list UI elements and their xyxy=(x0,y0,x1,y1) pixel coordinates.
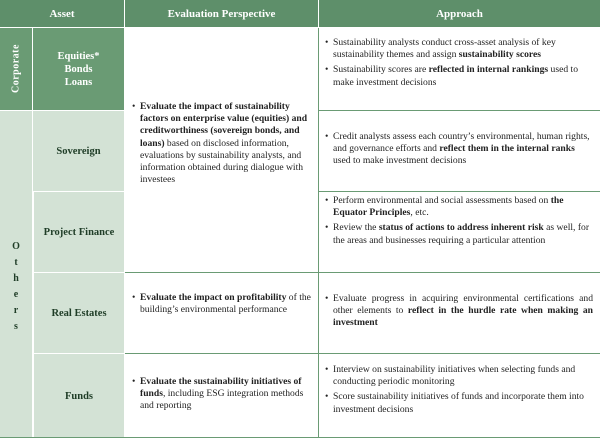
asset-loans: Loans xyxy=(64,76,93,88)
perspective-main xyxy=(132,101,312,261)
header-evaluation-perspective: Evaluation Perspective xyxy=(125,0,318,27)
approach-corporate-item: • Sustainability analysts conduct cross-asset analysis of key sustainability themes and assign sustainability scores xyxy=(325,37,593,61)
group-others xyxy=(0,111,32,438)
perspective-funds-item: • Evaluate the sustainability initiatives of funds, including ESG integration methods and reporting xyxy=(132,376,312,413)
approach-corporate xyxy=(325,37,593,109)
approach-real-estate-item: • Evaluate progress in acquiring environmental certifications and other elements to reflect in the hurdle rate when making an investment xyxy=(325,293,593,330)
approach-real-estate xyxy=(325,293,593,343)
perspective-real-estate-item: • Evaluate the impact on profitability of the building’s environmental performance xyxy=(132,292,312,316)
group-others-letter: e xyxy=(13,289,19,300)
group-others-letter: h xyxy=(13,273,19,284)
approach-project-finance-item: • Review the status of actions to address inherent risk as well, for the areas and businesses requiring a particular attention xyxy=(325,222,593,246)
group-corporate-label: Corporate xyxy=(10,44,22,94)
perspective-funds xyxy=(132,376,312,426)
group-others-letter: t xyxy=(14,257,18,268)
approach-funds xyxy=(325,364,593,434)
approach-funds-item: • Score sustainability initiatives of funds and incorporate them into investment decisions xyxy=(325,391,593,415)
divider xyxy=(125,272,600,273)
approach-sovereign-item: • Credit analysts assess each country’s environmental, human rights, and governance efforts and reflect them in the internal ranks used to make investment decisions xyxy=(325,131,593,168)
group-corporate xyxy=(0,28,32,110)
header-asset: Asset xyxy=(0,0,124,27)
divider xyxy=(319,191,600,192)
asset-equities-bonds-loans xyxy=(33,28,124,110)
approach-sovereign xyxy=(325,131,593,186)
approach-funds-item: • Interview on sustainability initiatives when selecting funds and conducting periodic monitoring xyxy=(325,364,593,388)
divider xyxy=(125,353,600,354)
group-others-letter: r xyxy=(13,305,19,316)
asset-project-finance: Project Finance xyxy=(33,192,124,272)
asset-real-estates: Real Estates xyxy=(33,273,124,353)
header-approach: Approach xyxy=(319,0,600,27)
group-others-letter: s xyxy=(14,321,18,332)
approach-project-finance-item: • Perform environmental and social assessments based on the Equator Principles, etc. xyxy=(325,195,593,219)
asset-bonds: Bonds xyxy=(64,63,93,75)
approach-project-finance xyxy=(325,195,593,270)
divider xyxy=(318,28,319,438)
approach-corporate-item: • Sustainability scores are reflected in internal rankings used to make investment decisions xyxy=(325,64,593,88)
perspective-main-item: • Evaluate the impact of sustainability factors on enterprise value (equities) and creditworthiness (sovereign bonds, and loans) based on disclosed information, evaluations by sustainability analysts, and information obtained during dialogue with investees xyxy=(132,101,312,186)
asset-funds: Funds xyxy=(33,354,124,438)
perspective-real-estate xyxy=(132,292,312,342)
asset-sovereign: Sovereign xyxy=(33,111,124,191)
asset-equities: Equities* xyxy=(57,50,100,62)
divider xyxy=(319,110,600,111)
group-others-letter: O xyxy=(12,241,20,252)
